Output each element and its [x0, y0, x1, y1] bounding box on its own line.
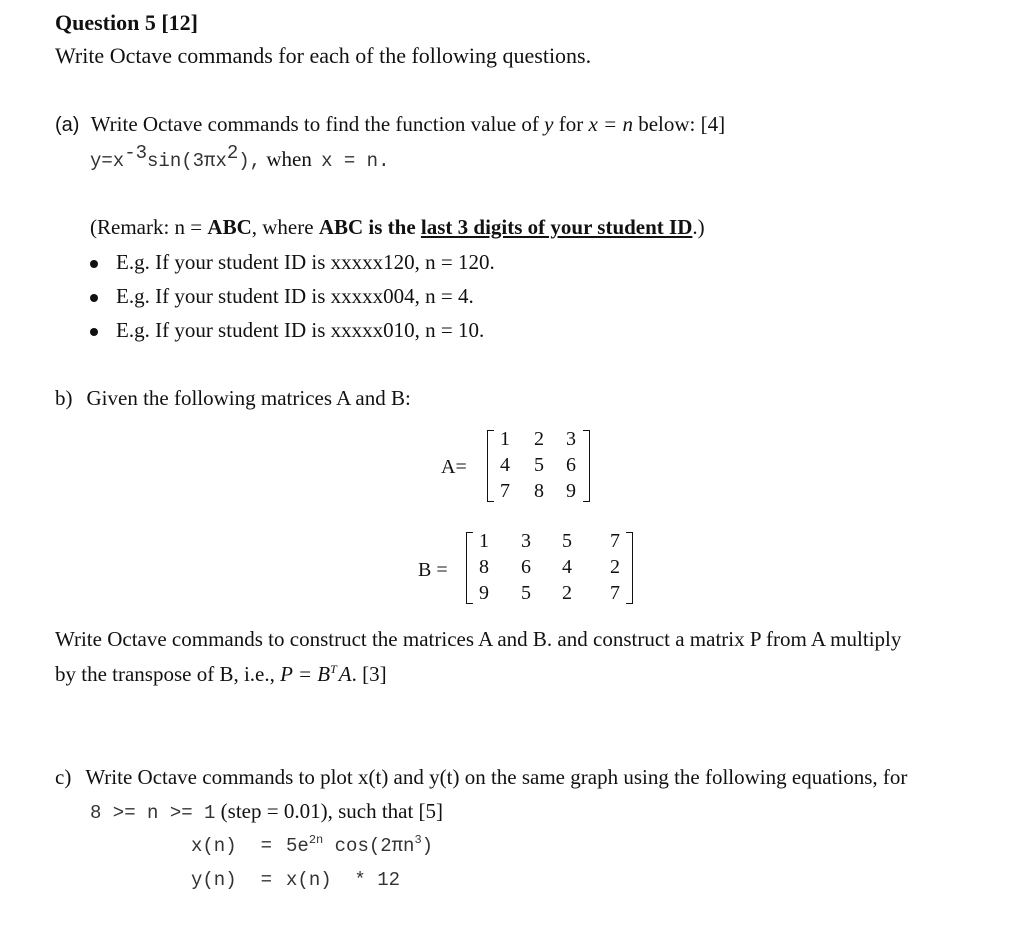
matrix-cell: 2 — [534, 428, 544, 450]
matrix-a-label: A= — [441, 456, 467, 478]
matrix-cell: 6 — [566, 454, 576, 476]
matrix-a — [487, 430, 599, 506]
equation-x: $x(n) = 5e^{2n}$ $\cos(2\pi n^3)$ — [191, 833, 434, 857]
bullet-item-2: E.g. If your student ID is xxxxx004, n = 4. — [116, 284, 474, 308]
matrix-cell: 6 — [521, 556, 531, 578]
bullet-item-1: E.g. If your student ID is xxxxx120, n = 120. — [116, 250, 495, 274]
part-b-instruction-line2: by the transpose of B, i.e., $P = B^TA$. [3] — [55, 662, 387, 686]
matrix-cell: 2 — [562, 582, 572, 604]
matrix-cell: 7 — [500, 480, 510, 502]
range-code: 8 >= n >= 1 — [90, 802, 216, 824]
matrix-cell: 8 — [534, 480, 544, 502]
intro-text: Write Octave commands for each of the following questions. — [55, 43, 592, 68]
matrix-cell: 5 — [562, 530, 572, 552]
matrix-b-label: B = — [418, 559, 448, 581]
question-title: Question 5 [12] — [55, 10, 198, 35]
matrix-cell: 1 — [479, 530, 489, 552]
bullet-icon — [90, 294, 98, 302]
matrix-cell: 3 — [566, 428, 576, 450]
matrix-cell: 8 — [479, 556, 489, 578]
bullet-item-3: E.g. If your student ID is xxxxx010, n = 10. — [116, 318, 485, 342]
part-c-label: c) — [55, 765, 72, 789]
matrix-cell: 7 — [610, 582, 620, 604]
part-a-text: Write Octave commands to find the function value of y for x = n below: [4] — [90, 112, 726, 136]
matrix-cell: 2 — [610, 556, 620, 578]
matrix-b-right-bracket — [626, 532, 633, 604]
matrix-cell: 1 — [500, 428, 510, 450]
part-b-text: Given the following matrices A and B: — [86, 386, 411, 410]
part-c-line2: 8 >= n >= 1 (step = 0.01), such that [5] — [90, 799, 444, 824]
matrix-a-right-bracket — [583, 430, 590, 502]
matrix-cell: 4 — [562, 556, 572, 578]
part-a-formula: $y=x^{-3}\sin(3\pi x^2)$, when x = n. — [90, 142, 390, 172]
part-a-label: (a) — [55, 114, 80, 136]
matrix-cell: 9 — [566, 480, 576, 502]
matrix-cell: 4 — [500, 454, 510, 476]
bullet-icon — [90, 328, 98, 336]
matrix-cell: 5 — [521, 582, 531, 604]
bullet-icon — [90, 260, 98, 268]
equation-y: y(n) = x(n) * 12 — [191, 869, 401, 891]
part-b-instruction-line1: Write Octave commands to construct the matrices A and B. and construct a matrix P from A multiply — [55, 627, 902, 651]
matrix-cell: 7 — [610, 530, 620, 552]
part-b-label: b) — [55, 386, 73, 410]
matrix-cell: 3 — [521, 530, 531, 552]
matrix-b — [466, 532, 638, 608]
part-b-line — [55, 386, 411, 411]
remark-line: (Remark: n = ABC, where ABC is the last 3 digits of your student ID.) — [90, 215, 705, 239]
part-a-line — [55, 112, 725, 137]
matrix-cell: 5 — [534, 454, 544, 476]
part-c-line1: c) Write Octave commands to plot x(t) and y(t) on the same graph using the following equations, for — [55, 765, 908, 789]
matrix-cell: 9 — [479, 582, 489, 604]
formula-p: P = B — [280, 662, 331, 686]
